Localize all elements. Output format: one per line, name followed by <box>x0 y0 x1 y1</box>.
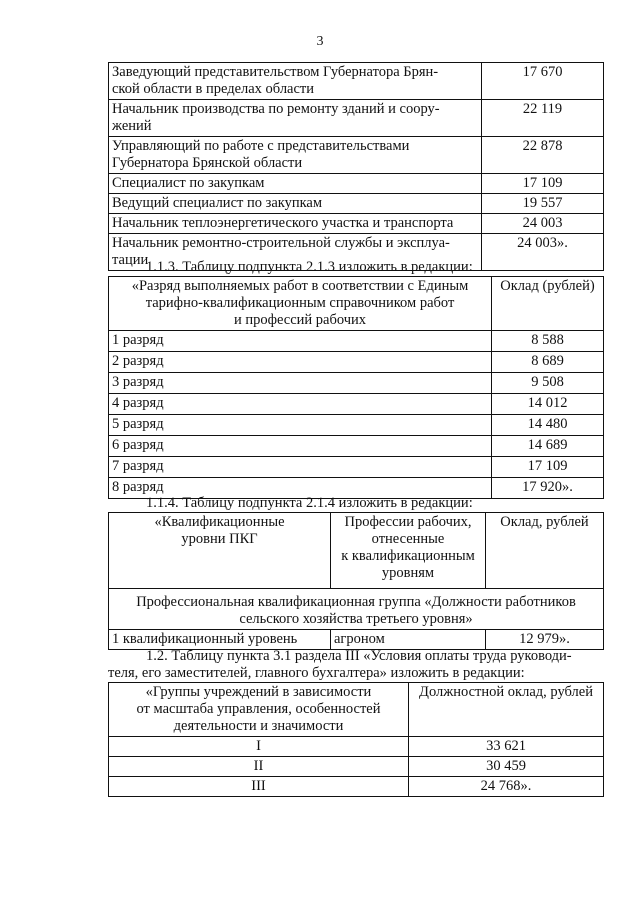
salary-header: Оклад, рублей <box>486 513 604 589</box>
salary-table-ranks <box>108 276 604 499</box>
salary-header: Должностной оклад, рублей <box>409 683 604 737</box>
salary-cell: 24 003». <box>482 234 604 271</box>
position-cell: Управляющий по работе с представительствами Губернатора Брянской области <box>109 137 482 174</box>
table-header-row <box>109 513 604 589</box>
rank-cell: 8 разряд <box>109 478 492 499</box>
table-row <box>109 777 604 797</box>
salary-cell: 22 878 <box>482 137 604 174</box>
salary-cell: 9 508 <box>492 373 604 394</box>
salary-cell: 17 109 <box>492 457 604 478</box>
rank-cell: 1 разряд <box>109 331 492 352</box>
salary-cell: 19 557 <box>482 194 604 214</box>
table-row <box>109 630 604 650</box>
rank-cell: 4 разряд <box>109 394 492 415</box>
position-cell: Начальник теплоэнергетического участка и транспорта <box>109 214 482 234</box>
rank-header: «Разряд выполняемых работ в соответствии с Единым тарифно-квалификационным справочником работ и профессий рабочих <box>109 277 492 331</box>
salary-cell: 17 670 <box>482 63 604 100</box>
table-row <box>109 737 604 757</box>
table-row <box>109 194 604 214</box>
rank-cell: 6 разряд <box>109 436 492 457</box>
salary-cell: 8 588 <box>492 331 604 352</box>
salary-cell: 14 689 <box>492 436 604 457</box>
salary-cell: 30 459 <box>409 757 604 777</box>
group-header: «Группы учреждений в зависимости от масштаба управления, особенностей деятельности и значимости <box>109 683 409 737</box>
salary-cell: 12 979». <box>486 630 604 650</box>
salary-cell: 8 689 <box>492 352 604 373</box>
table-row <box>109 100 604 137</box>
rank-cell: 3 разряд <box>109 373 492 394</box>
table-row <box>109 137 604 174</box>
salary-cell: 14 480 <box>492 415 604 436</box>
salary-table-groups <box>108 682 604 797</box>
salary-cell: 33 621 <box>409 737 604 757</box>
salary-cell: 24 003 <box>482 214 604 234</box>
group-cell: Профессиональная квалификационная группа «Должности работников сельского хозяйства третьего уровня» <box>109 589 604 630</box>
table-row <box>109 757 604 777</box>
table-header-row <box>109 683 604 737</box>
table-row <box>109 373 604 394</box>
position-cell: Ведущий специалист по закупкам <box>109 194 482 214</box>
rank-cell: 5 разряд <box>109 415 492 436</box>
table-row <box>109 394 604 415</box>
group-cell: II <box>109 757 409 777</box>
profession-header: Профессии рабочих, отнесенные к квалификационным уровням <box>331 513 486 589</box>
position-cell: Заведующий представительством Губернатора Брян- ской области в пределах области <box>109 63 482 100</box>
note-1-1-4: 1.1.4. Таблицу подпункта 2.1.4 изложить в редакции: <box>146 495 473 511</box>
table-row <box>109 174 604 194</box>
table-row <box>109 63 604 100</box>
salary-table-qualification <box>108 512 604 650</box>
group-row <box>109 589 604 630</box>
page-number: 3 <box>316 34 324 49</box>
salary-cell: 22 119 <box>482 100 604 137</box>
salary-cell: 17 920». <box>492 478 604 499</box>
table-header-row <box>109 277 604 331</box>
table-row <box>109 331 604 352</box>
salary-cell: 17 109 <box>482 174 604 194</box>
table-row <box>109 457 604 478</box>
rank-cell: 2 разряд <box>109 352 492 373</box>
paragraph-1-2: 1.2. Таблицу пункта 3.1 раздела III «Условия оплаты труда руководи- теля, его заместителей, главного бухгалтера» изложить в редакции: <box>108 648 572 681</box>
level-cell: 1 квалификационный уровень <box>109 630 331 650</box>
group-cell: I <box>109 737 409 757</box>
note-1-1-3: 1.1.3. Таблицу подпункта 2.1.3 изложить в редакции: <box>146 259 473 275</box>
salary-cell: 14 012 <box>492 394 604 415</box>
rank-cell: 7 разряд <box>109 457 492 478</box>
table-row <box>109 415 604 436</box>
table-row <box>109 352 604 373</box>
salary-cell: 24 768». <box>409 777 604 797</box>
position-cell: Начальник ремонтно-строительной службы и эксплуа- тации <box>109 234 482 271</box>
profession-cell: агроном <box>331 630 486 650</box>
position-cell: Специалист по закупкам <box>109 174 482 194</box>
table-row <box>109 436 604 457</box>
salary-table-positions <box>108 62 604 271</box>
salary-header: Оклад (рублей) <box>492 277 604 331</box>
position-cell: Начальник производства по ремонту зданий и соору- жений <box>109 100 482 137</box>
group-cell: III <box>109 777 409 797</box>
table-row <box>109 214 604 234</box>
level-header: «Квалификационные уровни ПКГ <box>109 513 331 589</box>
